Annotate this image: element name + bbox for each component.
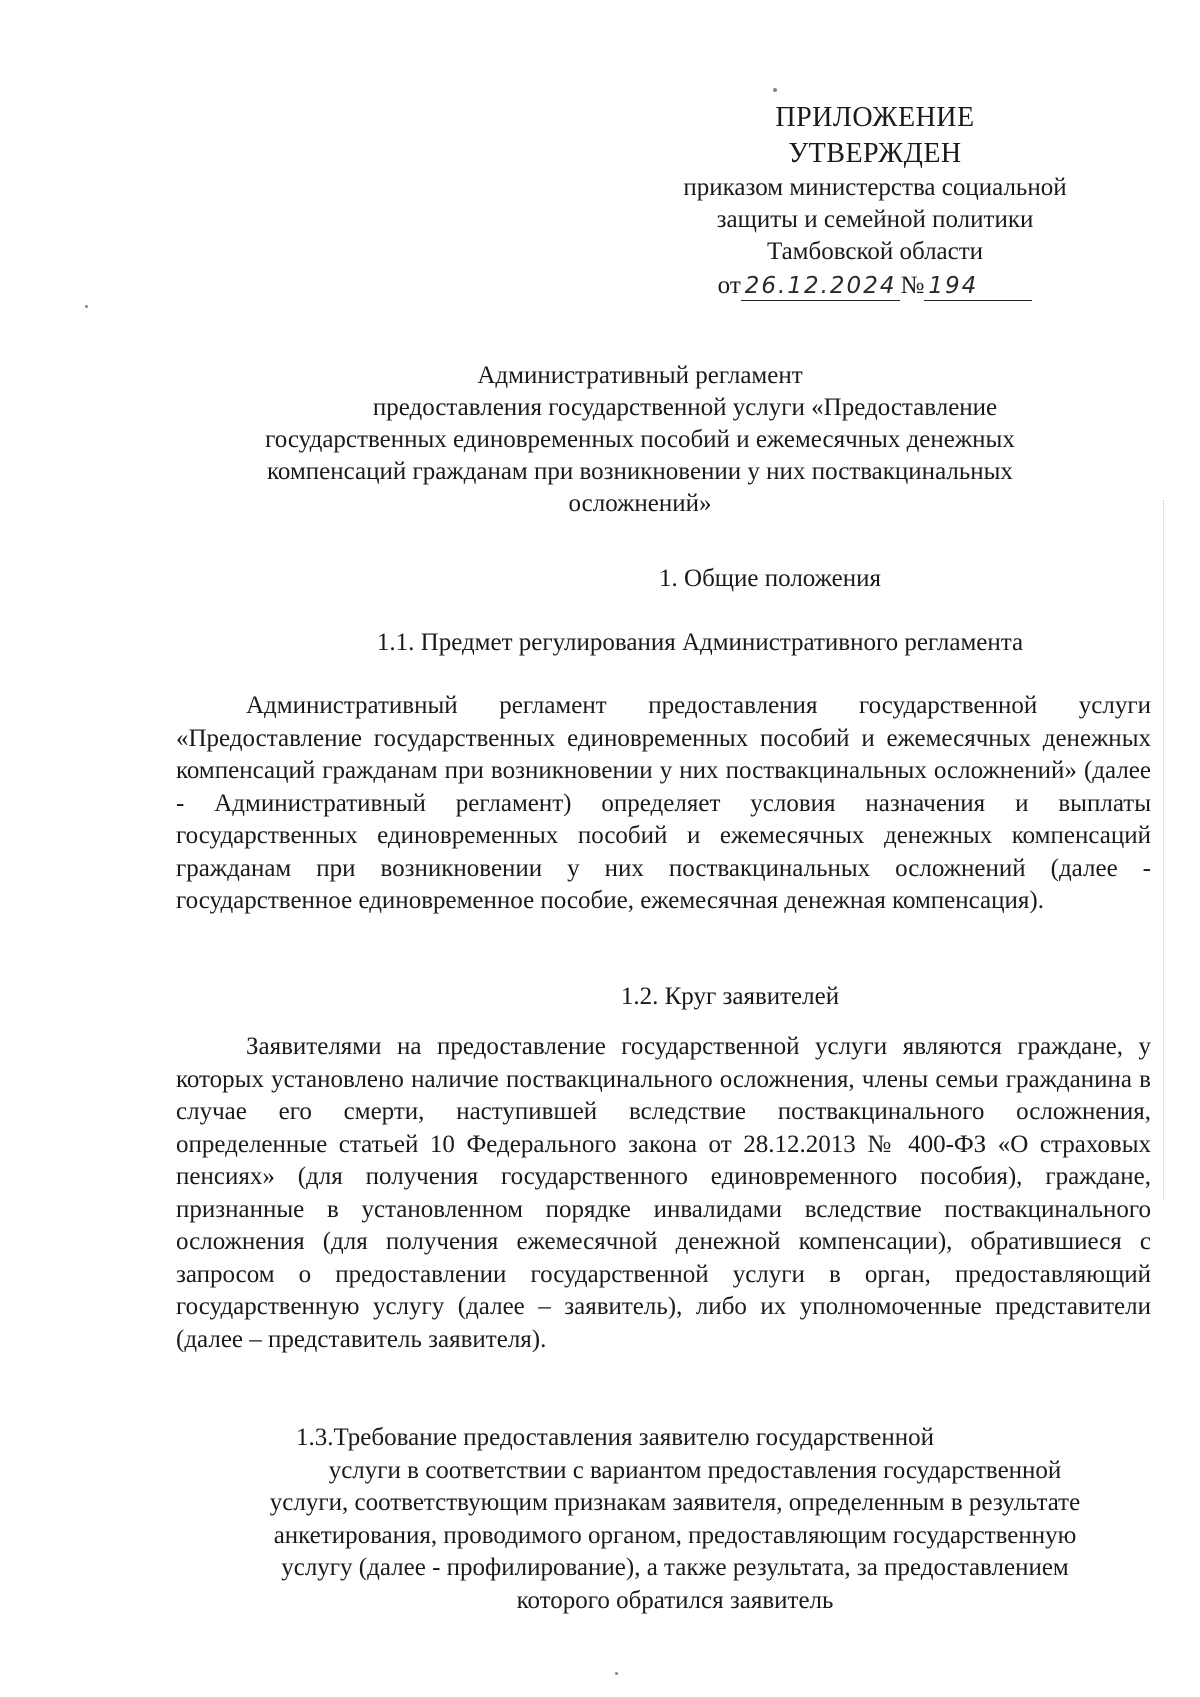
scan-fold-line xyxy=(1163,500,1164,1200)
handwritten-date: 26.12.2024 xyxy=(741,272,901,301)
heading-line: услуги в соответствии с вариантом предоставления государственной xyxy=(328,1456,1062,1484)
title-line: государственных единовременных пособий и ежемесячных денежных xyxy=(265,426,1015,453)
scan-speck xyxy=(85,305,88,308)
appendix-label: ПРИЛОЖЕНИЕ xyxy=(775,102,975,133)
approval-block xyxy=(640,100,1110,302)
heading-line: анкетирования, проводимого органом, предоставляющим государственную xyxy=(273,1521,1077,1549)
number-prefix: № xyxy=(900,272,925,299)
document-title xyxy=(190,360,1090,520)
paragraph-1-1 xyxy=(176,690,1151,918)
title-line: осложнений» xyxy=(568,490,712,517)
heading-line: услугу (далее - профилирование), а также результата, за предоставлением xyxy=(281,1554,1069,1581)
approval-line: приказом министерства социальной xyxy=(683,174,1067,201)
approved-label: УТВЕРЖДЕН xyxy=(788,138,962,169)
title-line: компенсаций гражданам при возникновении у них поствакцинальных xyxy=(267,458,1013,485)
heading-line: 1.3.Требование предоставления заявителю государственной xyxy=(295,1424,935,1451)
section-heading: 1. Общие положения xyxy=(659,565,881,592)
heading-line: услуги, соответствующим признакам заявителя, определенным в результате xyxy=(269,1489,1081,1516)
title-line: предоставления государственной услуги «Предоставление xyxy=(372,394,998,421)
handwritten-number: 194 xyxy=(924,272,1032,301)
scan-speck xyxy=(773,88,777,92)
approval-line: Тамбовской области xyxy=(766,238,984,265)
order-date-line xyxy=(640,270,1110,302)
subsection-heading: 1.1. Предмет регулирования Административного регламента xyxy=(376,629,1024,656)
date-prefix: от xyxy=(717,272,741,299)
paragraph-text: Административный регламент предоставления государственной услуги «Предоставление государственных единовременных пособий и ежемесячных денежных компенсаций гражданам при возникновении у них поствакцинальных осложнений» (далее - Административный регламент) определяет условия назначения и выплаты государственных единовременных пособий и ежемесячных денежных компенсаций гражданам при возникновении у них поствакцинальных осложнений (далее - государственное единовременное пособие, ежемесячная денежная компенсация). xyxy=(176,692,1151,914)
paragraph-1-2 xyxy=(176,1031,1151,1356)
subsection-heading: 1.2. Круг заявителей xyxy=(620,983,840,1010)
paragraph-text: Заявителями на предоставление государственной услуги являются граждане, у которых установлено наличие поствакцинального осложнения, члены семьи гражданина в случае его смерти, наступившей вследствие поствакцинального осложнения, определенные статьей 10 Федерального закона от 28.12.2013 № 400-ФЗ «О страховых пенсиях» (для получения государственного единовременного пособия), граждане, признанные в установленном порядке инвалидами вследствие поствакцинального осложнения (для получения ежемесячной денежной компенсации), обратившиеся с запросом о предоставлении государственной услуги в орган, предоставляющий государственную услугу (далее – заявитель), либо их уполномоченные представители (далее – представитель заявителя). xyxy=(176,1033,1151,1353)
subsection-heading-1-3 xyxy=(200,1422,1150,1617)
approval-line: защиты и семейной политики xyxy=(716,206,1034,233)
title-line: Административный регламент xyxy=(477,362,803,389)
heading-line: которого обратился заявитель xyxy=(516,1586,834,1614)
scan-speck xyxy=(615,1672,618,1675)
